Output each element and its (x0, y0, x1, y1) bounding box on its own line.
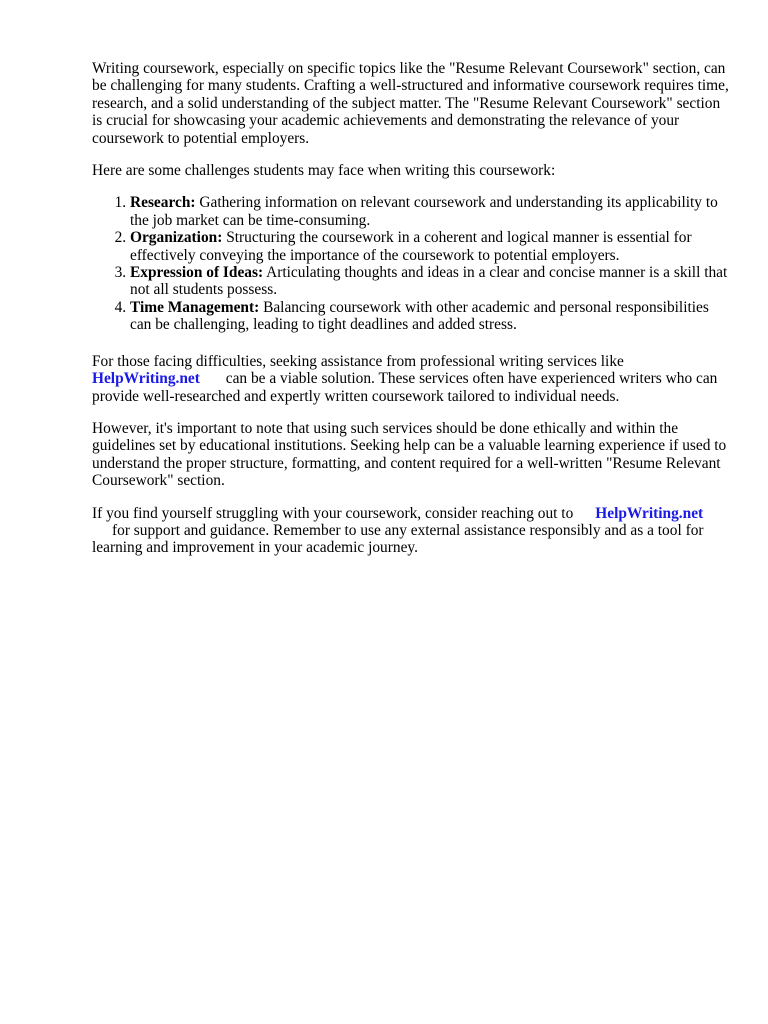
intro-paragraph: Writing coursework, especially on specific topics like the "Resume Relevant Coursework" section, can be challenging for many students. Crafting a well-structured and informative coursework requires time, research, and a solid understanding of the subject matter. The "Resume Relevant Coursework" section is crucial for showcasing your academic achievements and demonstrating the relevance of your coursework to potential employers. (92, 60, 729, 147)
closing-text-after: for support and guidance. Remember to use any external assistance responsibly and as a tool for learning and improvement in your academic journey. (92, 521, 704, 557)
helpwriting-link[interactable]: HelpWriting.net (595, 504, 704, 522)
list-item (130, 229, 732, 264)
challenges-list (92, 194, 732, 333)
challenge-text: Articulating thoughts and ideas in a clear and concise manner is a skill that not all students possess. (130, 264, 728, 299)
challenge-text: Structuring the coursework in a coherent and logical manner is essential for effectively conveying the importance of the coursework to potential employers. (130, 229, 692, 264)
list-item (130, 264, 732, 299)
list-item (130, 299, 732, 334)
document-page (92, 60, 732, 572)
list-item (130, 194, 732, 229)
assist-paragraph (92, 353, 732, 405)
challenges-intro: Here are some challenges students may face when writing this coursework: (92, 162, 556, 180)
assist-text-after: can be a viable solution. These services often have experienced writers who can provide well-researched and expertly written coursework tailored to individual needs. (92, 370, 718, 405)
challenge-text: Balancing coursework with other academic and personal responsibilities can be challenging, leading to tight deadlines and added stress. (130, 298, 709, 334)
challenge-term: Expression of Ideas: (130, 264, 264, 282)
helpwriting-link[interactable]: HelpWriting.net (92, 370, 200, 388)
closing-text-before: If you find yourself struggling with your coursework, consider reaching out to (92, 504, 574, 522)
assist-text-before: For those facing difficulties, seeking assistance from professional writing services like (92, 352, 624, 370)
challenge-text: Gathering information on relevant coursework and understanding its applicability to the job market can be time-consuming. (130, 194, 718, 229)
ethics-paragraph: However, it's important to note that using such services should be done ethically and within the guidelines set by educational institutions. Seeking help can be a valuable learning experience if used to understand the proper structure, formatting, and content required for a well-written "Resume Relevant Coursework" section. (92, 419, 727, 490)
closing-paragraph (92, 505, 732, 557)
challenge-term: Research: (130, 194, 196, 212)
challenge-term: Time Management: (130, 298, 260, 316)
challenge-term: Organization: (130, 229, 223, 247)
